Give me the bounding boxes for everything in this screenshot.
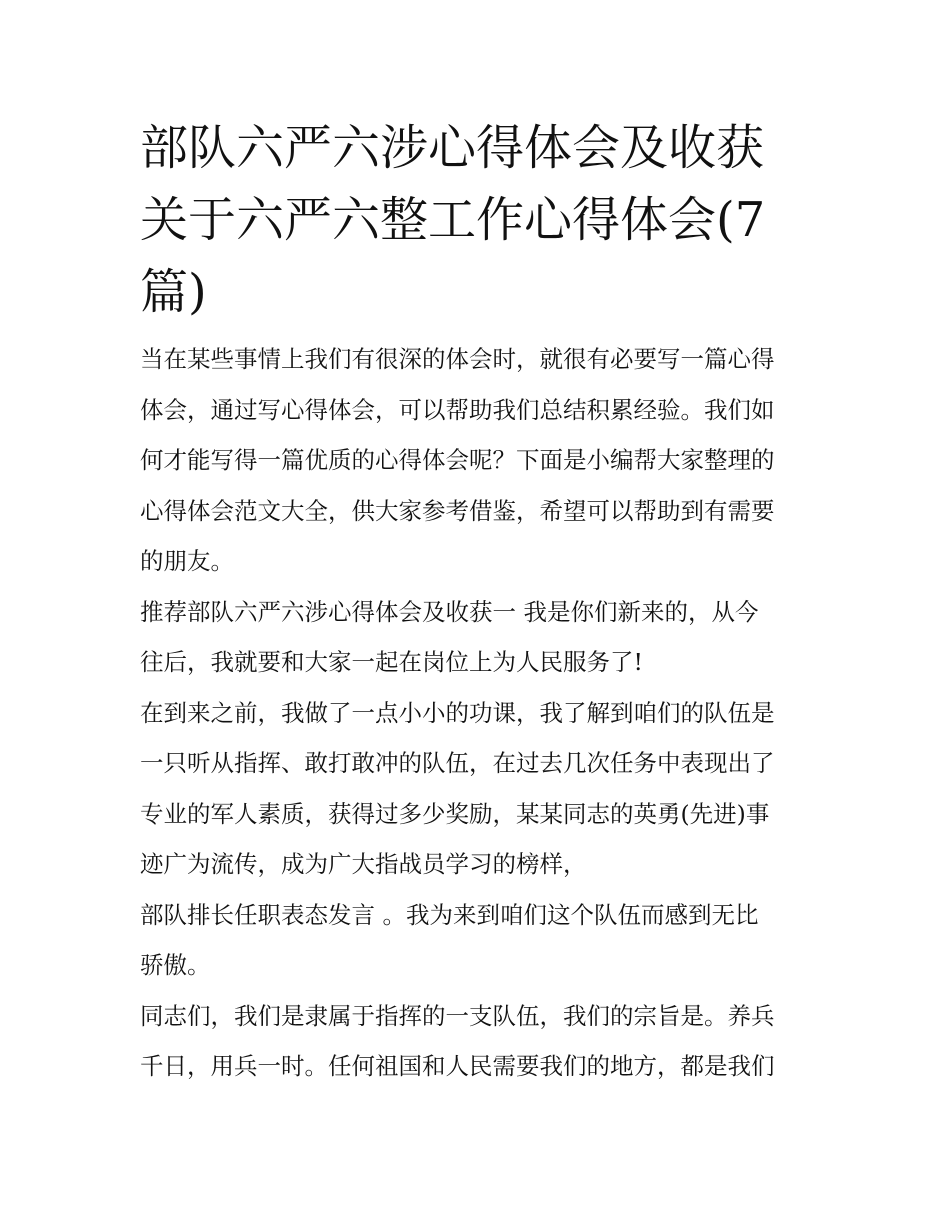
title-line: 部队六严六涉心得体会及收获 <box>140 120 765 176</box>
text-line: 专业的军人素质，获得过多少奖励，某某同志的英勇(先进)事 <box>140 799 770 828</box>
document-title <box>140 112 820 328</box>
paragraph-intro <box>140 334 820 587</box>
text-line: 同志们，我们是隶属于指挥的一支队伍，我们的宗旨是。养兵 <box>140 1001 775 1030</box>
text-line: 一只听从指挥、敢打敢冲的队伍，在过去几次任务中表现出了 <box>140 749 775 777</box>
paragraph-comrades <box>140 991 820 1092</box>
title-line: 篇) <box>140 264 207 320</box>
paragraph-speech <box>140 890 820 991</box>
text-line: 当在某些事情上我们有很深的体会时，就很有必要写一篇心得 <box>140 345 775 373</box>
document-page <box>140 112 820 1092</box>
text-line: 推荐部队六严六涉心得体会及收获一 我是你们新来的，从今 <box>140 597 759 626</box>
document-body <box>140 334 820 1092</box>
text-line: 往后，我就要和大家一起在岗位上为人民服务了! <box>140 648 643 676</box>
text-line: 部队排长任职表态发言 。我为来到咱们这个队伍而感到无比 <box>140 900 759 929</box>
title-line: 关于六严六整工作心得体会(7 <box>140 192 766 248</box>
text-line: 体会，通过写心得体会，可以帮助我们总结积累经验。我们如 <box>140 395 775 424</box>
text-line: 迹广为流传，成为广大指战员学习的榜样， <box>140 850 587 878</box>
text-line: 千日，用兵一时。任何祖国和人民需要我们的地方，都是我们 <box>140 1052 775 1080</box>
paragraph-recommend <box>140 587 820 688</box>
text-line: 在到来之前，我做了一点小小的功课，我了解到咱们的队伍是 <box>140 698 775 727</box>
text-line: 心得体会范文大全，供大家参考借鉴，希望可以帮助到有需要 <box>140 496 775 525</box>
text-line: 骄傲。 <box>140 951 211 979</box>
paragraph-background <box>140 688 820 890</box>
text-line: 何才能写得一篇优质的心得体会呢？下面是小编帮大家整理的 <box>140 446 775 474</box>
text-line: 的朋友。 <box>140 547 234 575</box>
